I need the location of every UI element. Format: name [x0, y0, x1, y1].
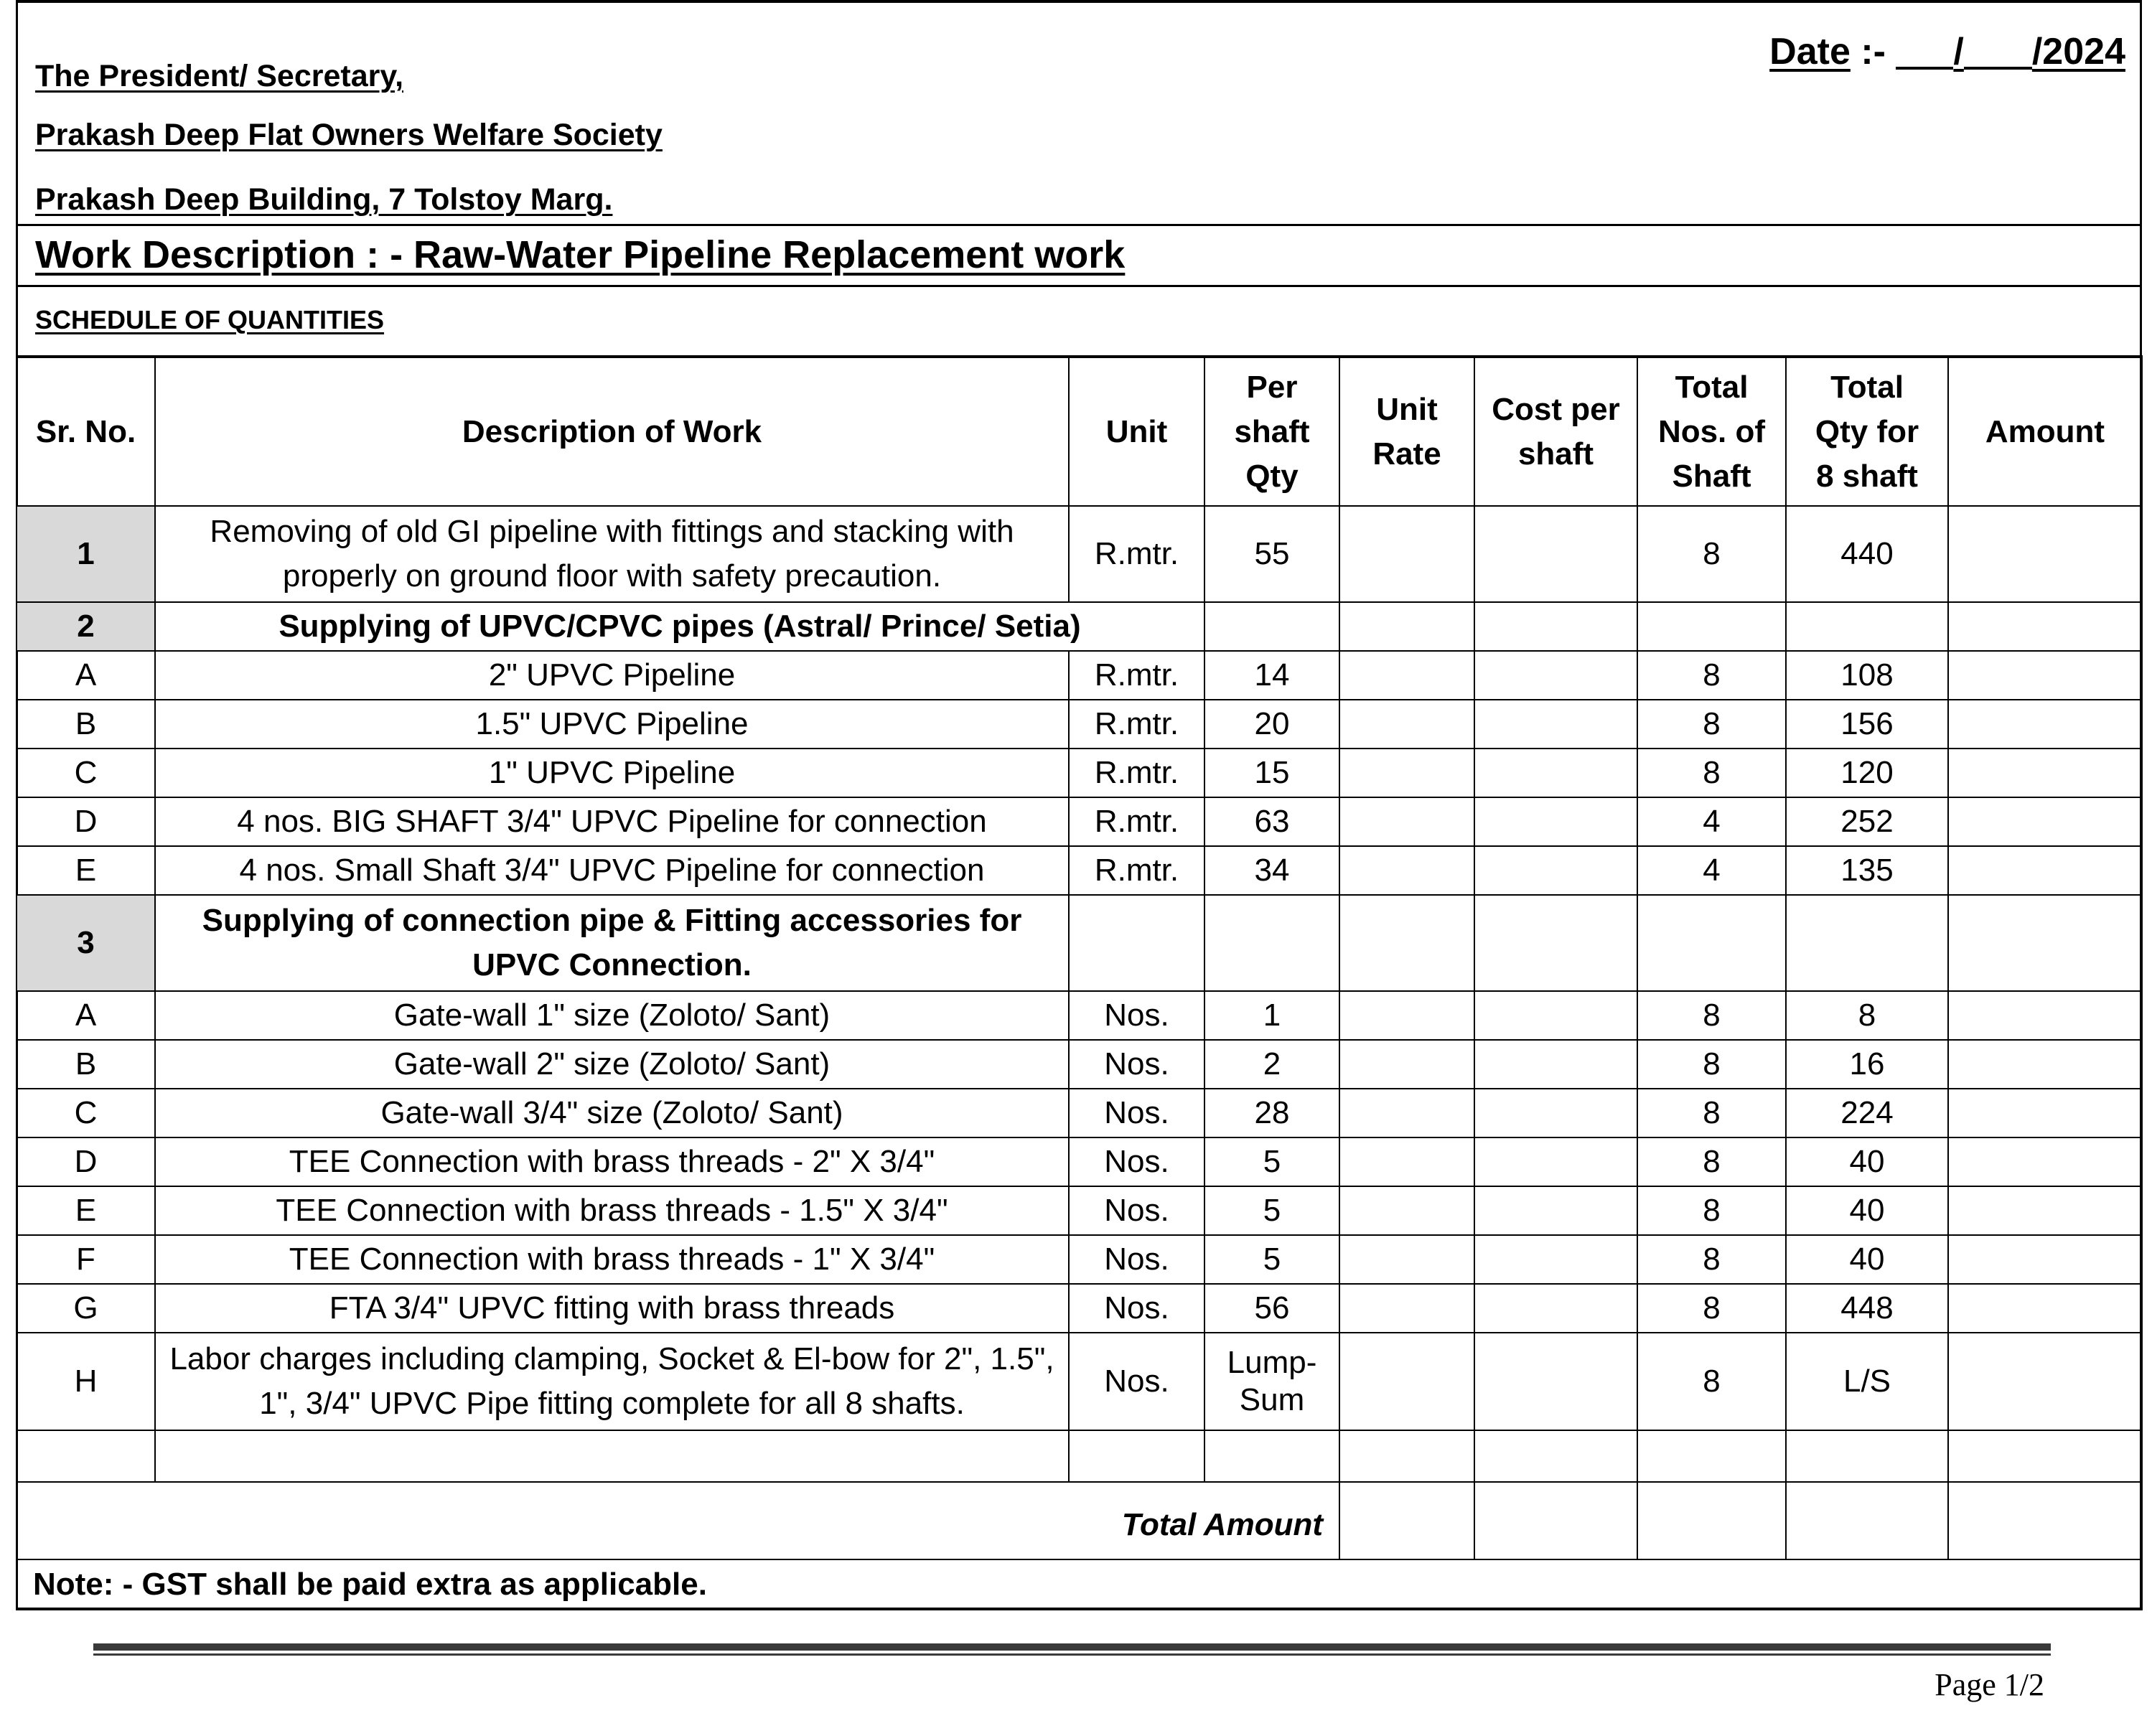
- per-shaft-qty: 28: [1204, 1089, 1339, 1137]
- total-qty: 120: [1786, 749, 1948, 797]
- blank-cell: [1786, 1430, 1948, 1482]
- cost-per-shaft-cell[interactable]: [1474, 1333, 1637, 1430]
- total-shafts: 4: [1637, 797, 1786, 846]
- total-qty: 135: [1786, 846, 1948, 895]
- table-row: [17, 797, 2142, 846]
- unit-rate-cell[interactable]: [1339, 651, 1474, 700]
- unit-rate-cell[interactable]: [1339, 1137, 1474, 1186]
- description: 4 nos. BIG SHAFT 3/4" UPVC Pipeline for connection: [155, 797, 1069, 846]
- sr-no: A: [17, 991, 155, 1040]
- unit: R.mtr.: [1069, 700, 1204, 749]
- total-shafts: 8: [1637, 651, 1786, 700]
- blank-row: [17, 1430, 2142, 1482]
- blank-cell: [155, 1430, 1069, 1482]
- unit-rate-cell[interactable]: [1339, 506, 1474, 602]
- total-qty: 16: [1786, 1040, 1948, 1089]
- per-shaft-qty: 14: [1204, 651, 1339, 700]
- date-month-blank: [1964, 35, 2032, 70]
- cost-per-shaft-cell[interactable]: [1474, 991, 1637, 1040]
- date-separator: :-: [1850, 31, 1896, 72]
- col-total-qty-l2: Qty for: [1815, 413, 1919, 449]
- description: TEE Connection with brass threads - 1.5" X 3/4": [155, 1186, 1069, 1235]
- sr-no: 2: [17, 602, 155, 651]
- col-cost-l1: Cost per: [1492, 391, 1620, 427]
- table-row: [17, 1333, 2142, 1430]
- blank-cell: [17, 1430, 155, 1482]
- total-unit-rate-cell[interactable]: [1339, 1482, 1474, 1559]
- blank-cell: [1069, 1430, 1204, 1482]
- date-year: /2024: [2031, 31, 2125, 72]
- table-row: [17, 602, 2142, 651]
- total-shafts: 8: [1637, 1137, 1786, 1186]
- description: 1" UPVC Pipeline: [155, 749, 1069, 797]
- description: FTA 3/4" UPVC fitting with brass threads: [155, 1284, 1069, 1333]
- col-total-qty-l1: Total: [1830, 369, 1904, 405]
- table-row: [17, 1137, 2142, 1186]
- cost-per-shaft-cell[interactable]: [1474, 1284, 1637, 1333]
- amount-cell[interactable]: [1948, 602, 2142, 651]
- table-row: [17, 749, 2142, 797]
- total-qty: 224: [1786, 1089, 1948, 1137]
- col-total-nos-l1: Total: [1675, 369, 1749, 405]
- unit: R.mtr.: [1069, 797, 1204, 846]
- section-heading: Supplying of UPVC/CPVC pipes (Astral/ Prince/ Setia): [155, 602, 1204, 651]
- cost-per-shaft-cell[interactable]: [1474, 1040, 1637, 1089]
- unit: R.mtr.: [1069, 506, 1204, 602]
- total-qty: 448: [1786, 1284, 1948, 1333]
- col-unit-rate-l2: Rate: [1372, 436, 1441, 471]
- col-total-nos-shaft: [1637, 357, 1786, 506]
- total-qty: 156: [1786, 700, 1948, 749]
- unit: Nos.: [1069, 1284, 1204, 1333]
- unit-rate-cell[interactable]: [1339, 1284, 1474, 1333]
- table-row: [17, 700, 2142, 749]
- unit: Nos.: [1069, 1186, 1204, 1235]
- total-amount-cell[interactable]: [1948, 1482, 2142, 1559]
- description: Gate-wall 1" size (Zoloto/ Sant): [155, 991, 1069, 1040]
- per-shaft-qty: 5: [1204, 1137, 1339, 1186]
- sr-no: 1: [17, 506, 155, 602]
- col-cost-per-shaft: [1474, 357, 1637, 506]
- per-shaft-qty: 63: [1204, 797, 1339, 846]
- footer-rule-thin: [93, 1653, 2051, 1656]
- table-row: [17, 1235, 2142, 1284]
- address-header: [18, 3, 2140, 226]
- total-shafts: [1637, 895, 1786, 991]
- description: 1.5" UPVC Pipeline: [155, 700, 1069, 749]
- total-qty: 40: [1786, 1186, 1948, 1235]
- col-per-shaft-l3: Qty: [1245, 458, 1299, 494]
- total-cost-cell[interactable]: [1474, 1482, 1637, 1559]
- total-shafts: 8: [1637, 700, 1786, 749]
- total-shafts: 8: [1637, 1235, 1786, 1284]
- unit: Nos.: [1069, 1333, 1204, 1430]
- cost-per-shaft-cell[interactable]: [1474, 602, 1637, 651]
- blank-cell: [1204, 1430, 1339, 1482]
- sr-no: G: [17, 1284, 155, 1333]
- description: Removing of old GI pipeline with fittings and stacking with properly on ground floor with safety precaution.: [155, 506, 1069, 602]
- date-day-blank: [1896, 35, 1953, 70]
- sr-no: 3: [17, 895, 155, 991]
- sr-no: C: [17, 1089, 155, 1137]
- total-shafts: 8: [1637, 1089, 1786, 1137]
- total-shafts: 8: [1637, 1040, 1786, 1089]
- date-slash: /: [1953, 31, 1964, 72]
- amount-cell[interactable]: [1948, 1333, 2142, 1430]
- col-description: Description of Work: [155, 357, 1069, 506]
- note-row: [17, 1559, 2142, 1610]
- total-shafts: 8: [1637, 1186, 1786, 1235]
- cost-per-shaft-cell[interactable]: [1474, 749, 1637, 797]
- total-shafts: 8: [1637, 1333, 1786, 1430]
- description: TEE Connection with brass threads - 2" X 3/4": [155, 1137, 1069, 1186]
- col-unit-rate: [1339, 357, 1474, 506]
- unit-rate-cell[interactable]: [1339, 1333, 1474, 1430]
- col-unit: Unit: [1069, 357, 1204, 506]
- unit: R.mtr.: [1069, 846, 1204, 895]
- amount-cell[interactable]: [1948, 1040, 2142, 1089]
- total-qty: 8: [1786, 991, 1948, 1040]
- total-shafts: 8: [1637, 991, 1786, 1040]
- total-qty: [1786, 602, 1948, 651]
- amount-cell[interactable]: [1948, 1284, 2142, 1333]
- total-shafts-cell: [1637, 1482, 1786, 1559]
- total-qty: 40: [1786, 1235, 1948, 1284]
- gst-note: Note: - GST shall be paid extra as applicable.: [17, 1559, 2142, 1610]
- cost-per-shaft-cell[interactable]: [1474, 797, 1637, 846]
- per-shaft-qty: 5: [1204, 1235, 1339, 1284]
- date-label: Date: [1769, 31, 1851, 72]
- col-sr-no: Sr. No.: [17, 357, 155, 506]
- col-total-nos-l2: Nos. of: [1657, 413, 1766, 449]
- schedule-title-row: [18, 285, 2140, 355]
- total-shafts: 8: [1637, 1284, 1786, 1333]
- description: Gate-wall 2" size (Zoloto/ Sant): [155, 1040, 1069, 1089]
- total-qty: L/S: [1786, 1333, 1948, 1430]
- description: 4 nos. Small Shaft 3/4" UPVC Pipeline for connection: [155, 846, 1069, 895]
- sr-no: D: [17, 1137, 155, 1186]
- document-sheet: [16, 0, 2142, 1610]
- col-per-shaft-qty: [1204, 357, 1339, 506]
- addressee-line-2: Prakash Deep Flat Owners Welfare Society: [35, 118, 663, 152]
- total-qty: 108: [1786, 651, 1948, 700]
- per-shaft-qty: 1: [1204, 991, 1339, 1040]
- per-shaft-qty: 20: [1204, 700, 1339, 749]
- unit-rate-cell[interactable]: [1339, 1235, 1474, 1284]
- cost-per-shaft-cell[interactable]: [1474, 506, 1637, 602]
- amount-cell[interactable]: [1948, 991, 2142, 1040]
- total-shafts: 8: [1637, 506, 1786, 602]
- col-total-qty-l3: 8 shaft: [1816, 458, 1918, 494]
- page-number: Page 1/2: [1935, 1667, 2044, 1702]
- blank-cell: [1948, 1430, 2142, 1482]
- cost-per-shaft-cell[interactable]: [1474, 1137, 1637, 1186]
- amount-cell[interactable]: [1948, 749, 2142, 797]
- sr-no: B: [17, 1040, 155, 1089]
- date-field: [1769, 30, 2125, 73]
- unit-rate-cell[interactable]: [1339, 991, 1474, 1040]
- amount-cell[interactable]: [1948, 846, 2142, 895]
- per-shaft-qty: 34: [1204, 846, 1339, 895]
- total-qty: 440: [1786, 506, 1948, 602]
- unit-rate-cell[interactable]: [1339, 846, 1474, 895]
- col-amount: Amount: [1948, 357, 2142, 506]
- unit: Nos.: [1069, 1235, 1204, 1284]
- sr-no: E: [17, 846, 155, 895]
- lump-sum-l1: Lump-: [1227, 1345, 1317, 1380]
- lump-sum-l2: Sum: [1239, 1382, 1305, 1417]
- amount-cell[interactable]: [1948, 1089, 2142, 1137]
- unit-rate-cell[interactable]: [1339, 749, 1474, 797]
- blank-cell: [1637, 1430, 1786, 1482]
- unit: [1069, 895, 1204, 991]
- unit: R.mtr.: [1069, 651, 1204, 700]
- total-shafts: [1637, 602, 1786, 651]
- amount-cell[interactable]: [1948, 1137, 2142, 1186]
- unit-rate-cell[interactable]: [1339, 1089, 1474, 1137]
- amount-cell[interactable]: [1948, 895, 2142, 991]
- unit: Nos.: [1069, 1137, 1204, 1186]
- per-shaft-qty: [1204, 1333, 1339, 1430]
- unit-rate-cell[interactable]: [1339, 1186, 1474, 1235]
- total-qty: 252: [1786, 797, 1948, 846]
- unit-rate-cell[interactable]: [1339, 797, 1474, 846]
- per-shaft-qty: 55: [1204, 506, 1339, 602]
- unit-rate-cell[interactable]: [1339, 895, 1474, 991]
- sr-no: F: [17, 1235, 155, 1284]
- cost-per-shaft-cell[interactable]: [1474, 700, 1637, 749]
- amount-cell[interactable]: [1948, 1186, 2142, 1235]
- cost-per-shaft-cell[interactable]: [1474, 651, 1637, 700]
- schedule-title: SCHEDULE OF QUANTITIES: [35, 305, 385, 334]
- sr-no: E: [17, 1186, 155, 1235]
- table-row: [17, 506, 2142, 602]
- col-cost-l2: shaft: [1517, 436, 1594, 471]
- cost-per-shaft-cell[interactable]: [1474, 1186, 1637, 1235]
- per-shaft-qty: [1204, 602, 1339, 651]
- per-shaft-qty: 2: [1204, 1040, 1339, 1089]
- description: Gate-wall 3/4" size (Zoloto/ Sant): [155, 1089, 1069, 1137]
- total-row: [17, 1482, 2142, 1559]
- total-amount-label: Total Amount: [17, 1482, 1339, 1559]
- amount-cell[interactable]: [1948, 700, 2142, 749]
- col-per-shaft-l1: Per: [1246, 369, 1298, 405]
- amount-cell[interactable]: [1948, 797, 2142, 846]
- cost-per-shaft-cell[interactable]: [1474, 1235, 1637, 1284]
- sr-no: C: [17, 749, 155, 797]
- sr-no: A: [17, 651, 155, 700]
- table-row: [17, 991, 2142, 1040]
- table-row: [17, 1040, 2142, 1089]
- per-shaft-qty: 5: [1204, 1186, 1339, 1235]
- total-qty: [1786, 895, 1948, 991]
- table-row: [17, 1089, 2142, 1137]
- footer-rule: [93, 1643, 2051, 1651]
- table-row: [17, 846, 2142, 895]
- col-per-shaft-l2: shaft: [1234, 413, 1310, 449]
- total-qty: 40: [1786, 1137, 1948, 1186]
- sr-no: H: [17, 1333, 155, 1430]
- description: TEE Connection with brass threads - 1" X 3/4": [155, 1235, 1069, 1284]
- total-shafts: 4: [1637, 846, 1786, 895]
- blank-cell: [1339, 1430, 1474, 1482]
- section-heading: Supplying of connection pipe & Fitting accessories for UPVC Connection.: [155, 895, 1069, 991]
- addressee-line-1: The President/ Secretary,: [35, 59, 404, 93]
- sr-no: B: [17, 700, 155, 749]
- col-total-nos-l3: Shaft: [1672, 458, 1751, 494]
- cost-per-shaft-cell[interactable]: [1474, 895, 1637, 991]
- cost-per-shaft-cell[interactable]: [1474, 1089, 1637, 1137]
- amount-cell[interactable]: [1948, 1235, 2142, 1284]
- blank-cell: [1474, 1430, 1637, 1482]
- addressee-line-3: Prakash Deep Building, 7 Tolstoy Marg.: [35, 182, 613, 217]
- per-shaft-qty: 15: [1204, 749, 1339, 797]
- unit: R.mtr.: [1069, 749, 1204, 797]
- per-shaft-qty: 56: [1204, 1284, 1339, 1333]
- sr-no: D: [17, 797, 155, 846]
- unit: Nos.: [1069, 991, 1204, 1040]
- cost-per-shaft-cell[interactable]: [1474, 846, 1637, 895]
- table-row: [17, 1186, 2142, 1235]
- work-description: [18, 224, 2140, 287]
- amount-cell[interactable]: [1948, 651, 2142, 700]
- table-row: [17, 651, 2142, 700]
- work-description-text: Work Description : - Raw-Water Pipeline Replacement work: [35, 233, 1126, 276]
- unit: Nos.: [1069, 1089, 1204, 1137]
- per-shaft-qty: [1204, 895, 1339, 991]
- total-qty-cell: [1786, 1482, 1948, 1559]
- table-row: [17, 895, 2142, 991]
- table-row: [17, 1284, 2142, 1333]
- total-shafts: 8: [1637, 749, 1786, 797]
- unit: Nos.: [1069, 1040, 1204, 1089]
- amount-cell[interactable]: [1948, 506, 2142, 602]
- table-header-row: [17, 357, 2142, 506]
- schedule-table: [16, 355, 2143, 1610]
- unit-rate-cell[interactable]: [1339, 700, 1474, 749]
- unit-rate-cell[interactable]: [1339, 1040, 1474, 1089]
- description: 2" UPVC Pipeline: [155, 651, 1069, 700]
- unit-rate-cell[interactable]: [1339, 602, 1474, 651]
- col-total-qty: [1786, 357, 1948, 506]
- description: Labor charges including clamping, Socket & El-bow for 2", 1.5", 1", 3/4" UPVC Pipe fitting complete for all 8 shafts.: [155, 1333, 1069, 1430]
- col-unit-rate-l1: Unit: [1376, 391, 1438, 427]
